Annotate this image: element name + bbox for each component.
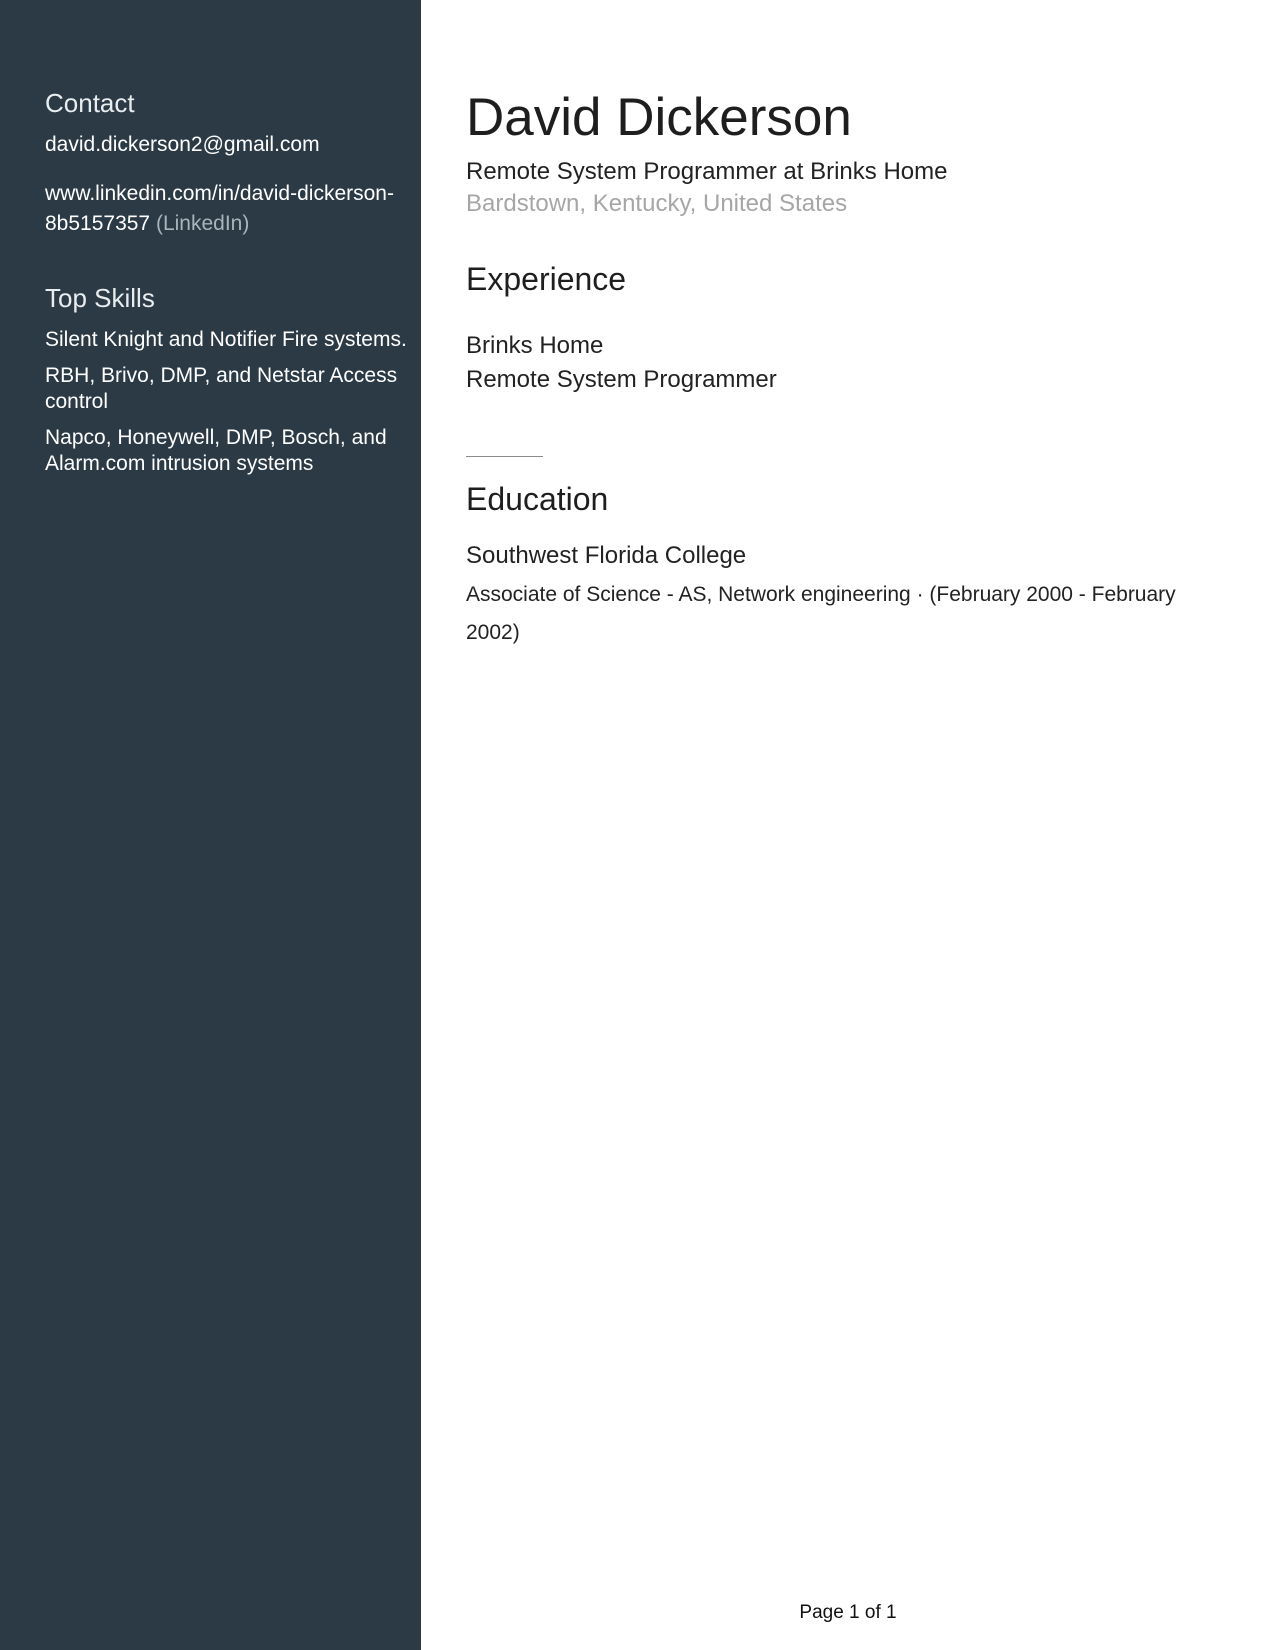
education-detail: Associate of Science - AS, Network engineering · (February 2000 - February 2002) bbox=[466, 583, 1176, 644]
contact-heading: Contact bbox=[45, 88, 135, 118]
section-divider bbox=[466, 456, 543, 457]
experience-heading: Experience bbox=[466, 261, 627, 297]
skills-heading: Top Skills bbox=[45, 283, 155, 313]
linkedin-link[interactable]: www.linkedin.com/in/david-dickerson-8b5157357 bbox=[45, 182, 394, 235]
sidebar bbox=[0, 0, 421, 1650]
profile-headline: Remote System Programmer at Brinks Home bbox=[466, 158, 948, 185]
experience-role: Remote System Programmer bbox=[466, 366, 777, 393]
skill-item: Napco, Honeywell, DMP, Bosch, and Alarm.com intrusion systems bbox=[45, 426, 387, 475]
linkedin-suffix: (LinkedIn) bbox=[155, 212, 250, 235]
skill-item: Silent Knight and Notifier Fire systems. bbox=[45, 328, 407, 351]
contact-email[interactable]: david.dickerson2@gmail.com bbox=[45, 133, 320, 156]
page-footer: Page 1 of 1 bbox=[799, 1602, 897, 1623]
profile-location: Bardstown, Kentucky, United States bbox=[466, 190, 848, 217]
experience-company: Brinks Home bbox=[466, 332, 604, 359]
skill-item: RBH, Brivo, DMP, and Netstar Access control bbox=[45, 364, 398, 413]
education-heading: Education bbox=[466, 481, 609, 517]
contact-linkedin bbox=[45, 179, 409, 239]
profile-name: David Dickerson bbox=[466, 88, 852, 147]
education-school: Southwest Florida College bbox=[466, 542, 747, 569]
